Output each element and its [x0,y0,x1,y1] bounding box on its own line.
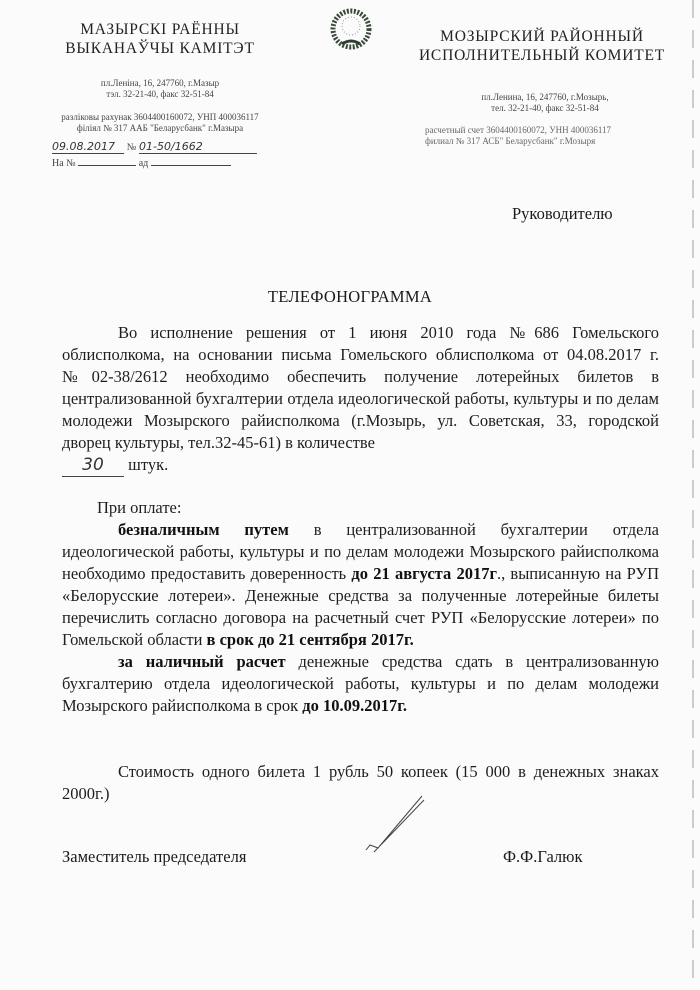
addressee: Руководителю [512,204,613,223]
signatory-name: Ф.Ф.Галюк [503,847,583,866]
bank-line: расчетный счет 3604400160072, УНН 400036117 [425,125,611,135]
phone-line: тел. 32-21-40, факс 32-51-84 [491,103,599,113]
address-line: пл.Ленина, 16, 247760, г.Мозырь, [481,92,609,102]
state-emblem-icon [328,6,374,52]
cashless-label: безналичным путем [118,520,289,539]
ticket-quantity: 30 [62,454,124,477]
outgoing-number: 01-50/1662 [139,140,257,154]
cashless-text: в централизованной бухгалтерии отдела идеологической работы, культуры и по делам молодежи Мозырского райисполкома необходимо предоставить доверенность [62,520,659,583]
org-title-russian [402,27,682,65]
cash-label: за наличный расчет [118,652,286,671]
org-title-line2: ВЫКАНАЎЧЫ КАМІТЭТ [65,40,255,57]
reply-to-row [52,158,292,169]
outgoing-date: 09.08.2017 [52,140,124,154]
payment-deadline: в срок до 21 сентября 2017г. [206,630,414,649]
payment-cashless [62,519,659,651]
org-address-russian [420,92,670,114]
reply-date-label: ад [138,158,149,169]
main-text: Во исполнение решения от 1 июня 2010 года №686 Гомельского облисполкома, на основании письма Гомельского облисполкома от 04.08.2017 г. №02-38/2612 необходимо обеспечить получение лотерейных билетов в централизованной бухгалтерии отдела идеологической работы, культуры и по делам молодежи Мозырского райисполкома (г.Мозырь, ул. Советская, 33, городской дворец культуры, тел.32-45-61) в количестве [62,323,659,452]
cash-text: денежные средства сдать в централизованную бухгалтерию отдела идеологической работы, культуры и по делам молодежи Мозырского райисполкома в срок [62,652,659,715]
reply-date-blank [151,165,231,166]
org-bank-russian [425,125,675,147]
org-title-line1: МАЗЫРСКІ РАЁННЫ [80,21,240,38]
bank-branch-line: филиал № 317 АСБ" Беларусбанк" г.Мозыря [425,136,596,146]
org-bank-belarusian [30,112,290,134]
price-text: Стоимость одного билета 1 рубль 50 копеек (15 000 в денежных знаках 2000г.) [62,762,659,803]
bank-branch-line: філіял № 317 ААБ "Беларусбанк" г.Мазыра [76,123,244,133]
reply-number-blank [78,165,136,166]
cashless-text-2: ., выписанную на РУП «Белорусские лотереи». Денежные средства за полученные лотерейные билеты перечислить согласно договора на расчетный счет РУП «Белорусские лотереи» по Гомельской области [62,564,659,649]
signatory-position: Заместитель председателя [62,847,247,866]
handwritten-signature-icon [360,790,430,860]
number-label: № [126,142,137,153]
org-title-line1: МОЗЫРСКИЙ РАЙОННЫЙ [440,28,644,45]
quantity-unit: штук. [128,455,169,474]
org-address-belarusian [40,78,280,100]
reply-label: На № [52,158,76,169]
cash-deadline: до 10.09.2017г. [302,696,408,715]
scan-edge-divider [692,0,694,990]
phone-line: тэл. 32-21-40, факс 32-51-84 [106,89,214,99]
payment-cash [62,651,659,717]
payment-heading: При оплате: [97,498,182,517]
address-line: пл.Леніна, 16, 247760, г.Мазыр [100,78,220,88]
document-title: ТЕЛЕФОНОГРАММА [267,287,433,306]
bank-line: разліковы рахунак 3604400160072, УНП 400036117 [61,112,259,122]
proxy-deadline: до 21 августа 2017г [351,564,497,583]
org-title-line2: ИСПОЛНИТЕЛЬНЫЙ КОМИТЕТ [418,47,666,64]
outgoing-number-row [52,140,292,154]
org-title-belarusian [40,20,280,58]
paragraph-main [62,322,659,477]
